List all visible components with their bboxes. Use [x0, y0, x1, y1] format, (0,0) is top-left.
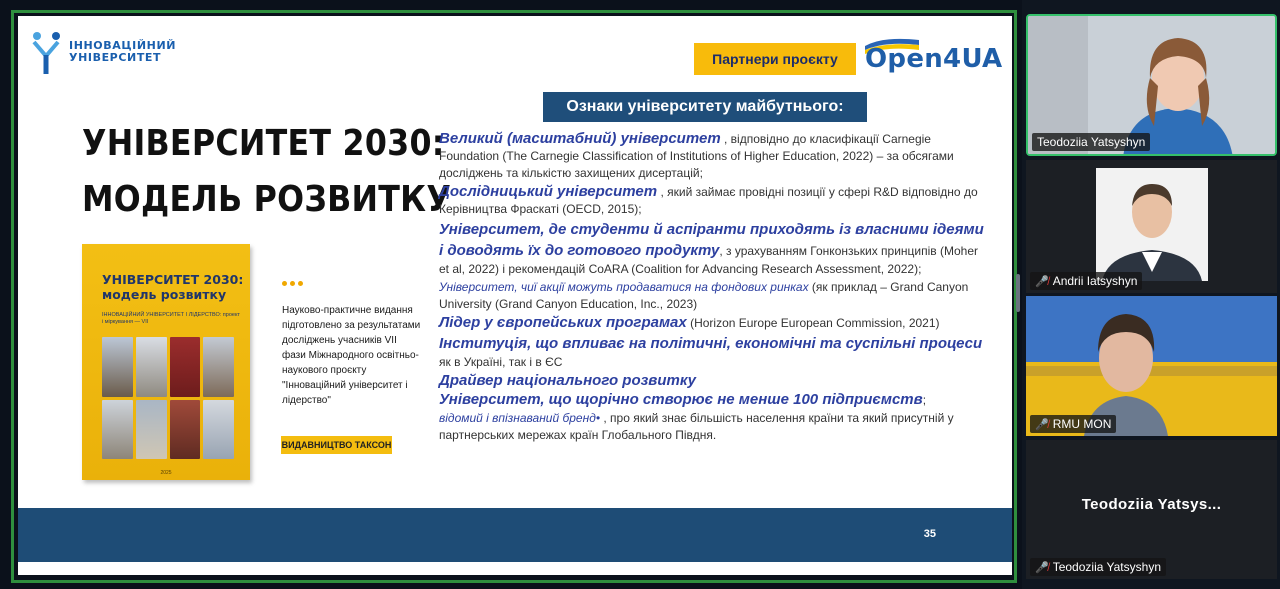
feature-heading: Драйвер національного розвитку	[439, 372, 696, 389]
feature-text: (Horizon Europe European Commission, 2021)	[686, 316, 940, 330]
feature-heading: відомий і впізнаваний бренд•	[439, 411, 601, 425]
participant-display-name: Teodoziia Yatsys...	[1081, 496, 1222, 513]
book-title-line-2: модель розвитку	[102, 287, 227, 302]
participant-name-tag	[1030, 272, 1142, 290]
participant-name-tag	[1030, 415, 1116, 433]
feature-item	[439, 183, 987, 218]
university-logo	[30, 28, 176, 76]
feature-item	[439, 410, 987, 444]
university-logo-icon	[30, 28, 64, 76]
book-cover-title	[102, 272, 243, 302]
building-photo	[136, 337, 167, 397]
feature-heading: Інституція, що впливає на політичні, економічні та суспільні процеси	[439, 335, 983, 352]
building-photo	[170, 337, 201, 397]
book-title-line-1: УНІВЕРСИТЕТ 2030:	[102, 272, 244, 287]
feature-text: , з урахуванням Гонконзьких принципів (Moher et al, 2022) і рекомендацій CoARA (Coalition for Advancing Research Assessment, 2022);	[439, 244, 978, 276]
university-logo-text	[69, 40, 176, 64]
feature-item	[439, 219, 987, 278]
mic-off-icon: 🎤̸	[1035, 418, 1049, 431]
participant-name: Andrii Iatsyshyn	[1052, 274, 1138, 288]
slide-title-line-2: МОДЕЛЬ РОЗВИТКУ	[82, 179, 452, 220]
features-list	[439, 130, 987, 445]
participant-tile[interactable]	[1026, 296, 1277, 436]
feature-heading: Університет, що щорічно створює не менше 100 підприємств	[439, 391, 923, 408]
feature-heading: Великий (масштабний) університет	[439, 130, 721, 147]
partners-label: Партнери проєкту	[694, 43, 856, 75]
feature-heading: Лідер у європейських програмах	[439, 314, 687, 331]
building-photo	[136, 400, 167, 460]
feature-item	[439, 372, 987, 390]
panel-resize-handle[interactable]	[1016, 274, 1020, 312]
building-photo	[170, 400, 201, 460]
feature-text: як в Україні, так і в ЄС	[439, 355, 563, 369]
building-photo	[102, 400, 133, 460]
participant-tile[interactable]	[1026, 160, 1277, 293]
book-cover-photos	[102, 337, 234, 459]
presentation-slide	[18, 16, 1012, 575]
feature-text: , який займає провідні позиції у сфері R&D відповідно до Керівництва Фраскаті (OECD, 2015);	[439, 185, 978, 216]
feature-text: (як приклад – Grand Canyon University (Grand Canyon Education, Inc., 2023)	[439, 280, 969, 311]
slide-footer	[18, 508, 1012, 562]
feature-item	[439, 130, 987, 182]
feature-heading: Університет, де студенти й аспіранти приходять із власними ідеями і доводять їх до готового продукту	[439, 221, 984, 259]
slide-title-line-1: УНІВЕРСИТЕТ 2030:	[82, 123, 445, 164]
feature-text: ;	[922, 393, 927, 407]
logo-line-2: УНІВЕРСИТЕТ	[69, 51, 162, 64]
slide-page-number: 35	[923, 528, 936, 540]
participant-name: Teodoziia Yatsyshyn	[1037, 135, 1146, 149]
feature-item	[439, 333, 987, 371]
book-description: Науково-практичне видання підготовлено за результатами досліджень учасників VII фази Міжнародного освітньо-наукового проєкту "Інноваційний університет і лідерство"	[282, 305, 421, 406]
participant-name-tag	[1030, 558, 1166, 576]
book-cover	[82, 244, 250, 480]
building-photo	[203, 337, 234, 397]
mic-off-icon: 🎤̸	[1035, 275, 1049, 288]
mic-off-icon: 🎤̸	[1035, 561, 1049, 574]
features-heading: Ознаки університету майбутнього:	[543, 92, 867, 122]
feature-item	[439, 391, 987, 409]
participant-name: RMU MON	[1052, 417, 1112, 431]
participants-panel	[1022, 0, 1280, 589]
feature-text: , про який знає більшість населення країни та який присутній у партнерських мережах країн Глобального Півдня.	[439, 411, 954, 442]
open4ua-logo	[861, 32, 1011, 82]
open4ua-logo-text: Open4UA	[865, 44, 1003, 74]
participant-tile[interactable]	[1026, 14, 1277, 156]
slide-title	[82, 116, 451, 228]
feature-item	[439, 279, 987, 313]
participant-name-tag	[1032, 133, 1150, 151]
feature-text: , відповідно до класифікації Carnegie Foundation (The Carnegie Classification of Institutions of Higher Education, 2022) – за обсягами досліджень та кількістю захищених дисертацій;	[439, 132, 954, 180]
book-cover-subtitle: ІННОВАЦІЙНИЙ УНІВЕРСИТЕТ І ЛІДЕРСТВО: проект і міркування — VII	[102, 312, 240, 325]
participant-name: Teodoziia Yatsyshyn	[1052, 560, 1161, 574]
feature-heading: Університет, чиї акції можуть продаватися на фондових ринках	[439, 280, 809, 294]
participant-tile[interactable]	[1026, 440, 1277, 579]
publisher-badge: ВИДАВНИЦТВО ТАКСОН	[281, 436, 392, 454]
book-cover-year: 2025	[160, 470, 172, 476]
feature-heading: Дослідницький університет	[439, 183, 658, 200]
logo-line-1: ІННОВАЦІЙНИЙ	[69, 39, 177, 52]
decorative-dots	[282, 281, 304, 287]
building-photo	[203, 400, 234, 460]
feature-item	[439, 314, 987, 332]
building-photo	[102, 337, 133, 397]
